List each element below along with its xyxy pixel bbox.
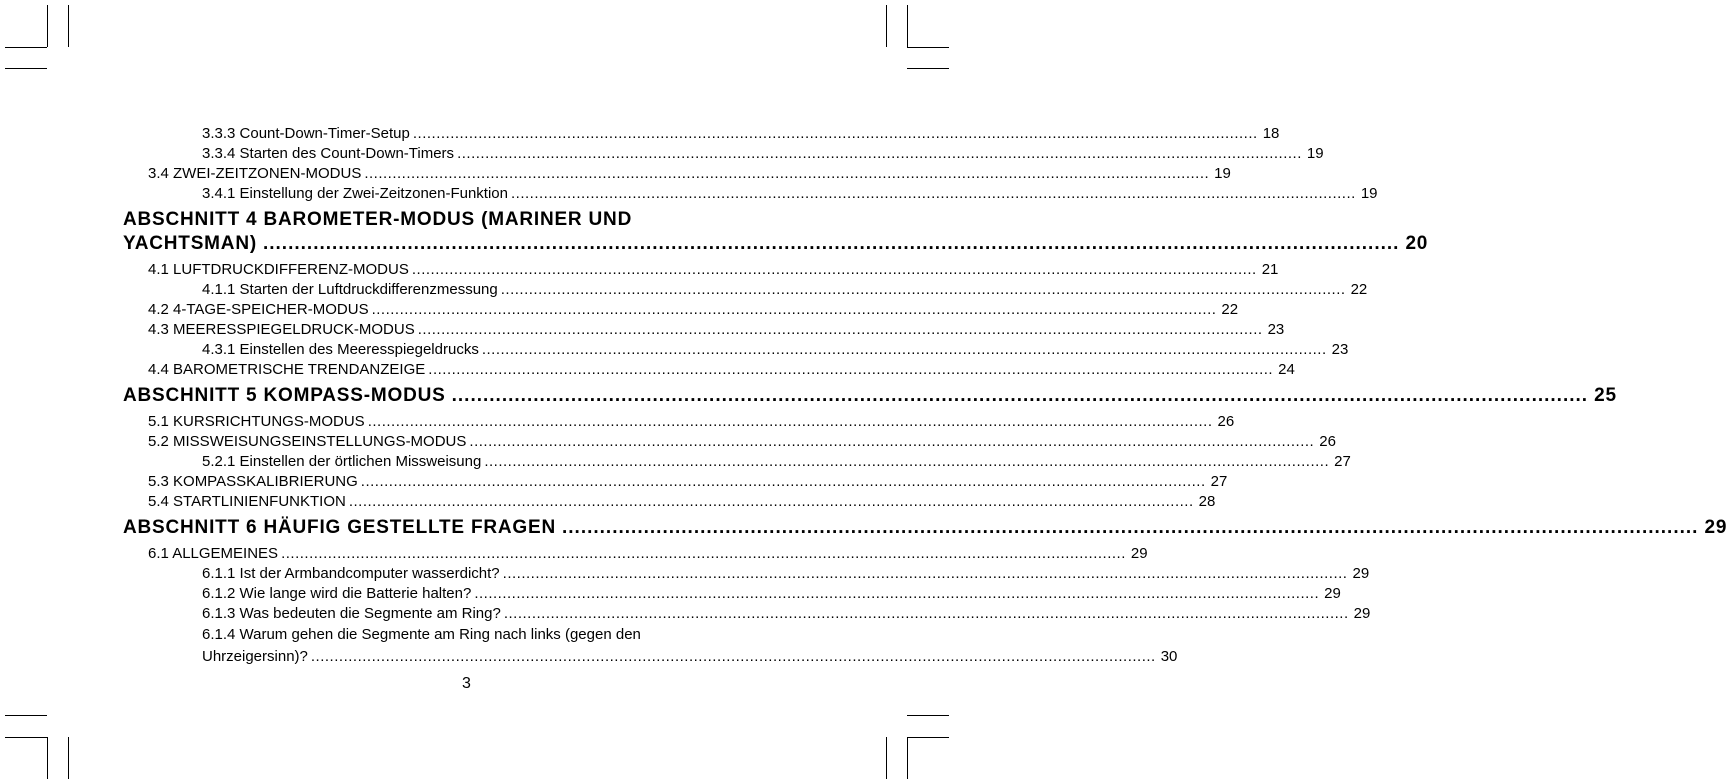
section-page-number: 25 xyxy=(1594,385,1617,406)
toc-page-number: 23 xyxy=(1267,321,1285,338)
toc-entry-label: 4.2 4-TAGE-SPEICHER-MODUS xyxy=(148,301,369,318)
dot-leader: ..................................................................................................................................................................................... xyxy=(474,585,1320,602)
toc-entry-label[interactable]: 6.1.4 Warum gehen die Segmente am Ring nach links (gegen den xyxy=(202,626,641,643)
toc-entry-label: 5.2 MISSWEISUNGSEINSTELLUNGS-MODUS xyxy=(148,433,467,450)
toc-page-number: 30 xyxy=(1160,648,1178,665)
toc-page-number: 22 xyxy=(1221,301,1239,318)
toc-page-number: 26 xyxy=(1319,433,1336,450)
dot-leader: ..................................................................................................................................................................................... xyxy=(428,361,1274,378)
toc-page-number: 22 xyxy=(1350,281,1368,298)
toc-entry[interactable] xyxy=(148,321,1285,339)
toc-entry[interactable] xyxy=(202,145,1324,163)
dot-leader: ..................................................................................................................................................................................... xyxy=(502,565,1348,582)
toc-page-number: 24 xyxy=(1278,361,1295,378)
dot-leader: ..................................................................................................................................................................................... xyxy=(281,545,1126,562)
toc-page-number: 23 xyxy=(1331,341,1349,358)
section-heading-continued[interactable] xyxy=(123,232,1429,256)
toc-page-number: 27 xyxy=(1210,473,1228,490)
toc-entry[interactable] xyxy=(148,473,1228,491)
toc-page-number: 19 xyxy=(1214,165,1231,182)
section-heading-label: ABSCHNITT 6 HÄUFIG GESTELLTE FRAGEN xyxy=(123,517,556,538)
toc-entry-label: 6.1.1 Ist der Armbandcomputer wasserdicht? xyxy=(202,565,500,582)
dot-leader: ..................................................................................................................................................................................... xyxy=(262,233,1400,254)
toc-entry[interactable] xyxy=(202,648,1178,666)
toc-page-number: 21 xyxy=(1261,261,1279,278)
toc-entry[interactable] xyxy=(148,261,1279,279)
section-heading[interactable]: ABSCHNITT 4 BAROMETER-MODUS (MARINER UND xyxy=(123,209,633,230)
toc-entry-label: 6.1.3 Was bedeuten die Segmente am Ring? xyxy=(202,605,501,622)
toc-entry-label: 3.3.4 Starten des Count-Down-Timers xyxy=(202,145,455,162)
toc-entry[interactable] xyxy=(148,361,1295,379)
toc-entry-label: 4.3 MEERESSPIEGELDRUCK-MODUS xyxy=(148,321,415,338)
dot-leader: ..................................................................................................................................................................................... xyxy=(503,605,1349,622)
toc-entry-label: 5.2.1 Einstellen der örtlichen Missweisung xyxy=(202,453,482,470)
section-heading[interactable] xyxy=(123,384,1617,408)
dot-leader: ..................................................................................................................................................................................... xyxy=(500,281,1346,298)
dot-leader: ..................................................................................................................................................................................... xyxy=(364,165,1210,182)
section-heading-label: ABSCHNITT 5 KOMPASS-MODUS xyxy=(123,385,446,406)
toc-entry[interactable] xyxy=(202,565,1370,583)
toc-entry-label: 5.1 KURSRICHTUNGS-MODUS xyxy=(148,413,365,430)
toc-entry-label: 3.4 ZWEI-ZEITZONEN-MODUS xyxy=(148,165,362,182)
toc-entry[interactable] xyxy=(148,545,1148,563)
dot-leader: ..................................................................................................................................................................................... xyxy=(417,321,1263,338)
toc-entry[interactable] xyxy=(202,185,1378,203)
toc-page-number: 29 xyxy=(1352,565,1370,582)
toc-entry[interactable] xyxy=(202,281,1368,299)
toc-entry-label: 3.3.3 Count-Down-Timer-Setup xyxy=(202,125,410,142)
dot-leader: ..................................................................................................................................................................................... xyxy=(451,385,1589,406)
toc-entry-label: 5.3 KOMPASSKALIBRIERUNG xyxy=(148,473,358,490)
toc-page-number: 27 xyxy=(1334,453,1351,470)
toc-entry-label: 4.3.1 Einstellen des Meeresspiegeldrucks xyxy=(202,341,479,358)
dot-leader: ..................................................................................................................................................................................... xyxy=(348,493,1194,510)
dot-leader: ..................................................................................................................................................................................... xyxy=(371,301,1217,318)
dot-leader: ..................................................................................................................................................................................... xyxy=(511,185,1356,202)
dot-leader: ..................................................................................................................................................................................... xyxy=(310,648,1156,665)
toc-page-number: 26 xyxy=(1217,413,1235,430)
toc-entry[interactable] xyxy=(202,125,1280,143)
toc-entry[interactable] xyxy=(202,341,1349,359)
toc-page-number: 19 xyxy=(1306,145,1324,162)
toc-entry-label: 3.4.1 Einstellung der Zwei-Zeitzonen-Funktion xyxy=(202,185,508,202)
toc-entry-label: 5.4 STARTLINIENFUNKTION xyxy=(148,493,346,510)
toc-page-number: 28 xyxy=(1198,493,1216,510)
toc-entry[interactable] xyxy=(148,165,1231,183)
toc-entry-label: 6.1.2 Wie lange wird die Batterie halten? xyxy=(202,585,472,602)
dot-leader: ..................................................................................................................................................................................... xyxy=(367,413,1213,430)
toc-page-number: 19 xyxy=(1360,185,1378,202)
dot-leader: ..................................................................................................................................................................................... xyxy=(484,453,1330,470)
dot-leader: ..................................................................................................................................................................................... xyxy=(412,125,1258,142)
toc-page-number: 29 xyxy=(1130,545,1148,562)
toc-entry[interactable] xyxy=(148,493,1216,511)
section-page-number: 29 xyxy=(1704,517,1727,538)
dot-leader: ..................................................................................................................................................................................... xyxy=(481,341,1327,358)
dot-leader: ..................................................................................................................................................................................... xyxy=(469,433,1315,450)
toc-page-number: 18 xyxy=(1262,125,1280,142)
dot-leader: ..................................................................................................................................................................................... xyxy=(360,473,1206,490)
toc-entry-label: 4.4 BAROMETRISCHE TRENDANZEIGE xyxy=(148,361,426,378)
toc-entry[interactable] xyxy=(202,605,1371,623)
toc-page-number: 29 xyxy=(1353,605,1371,622)
toc-page-number: 29 xyxy=(1324,585,1341,602)
dot-leader: ..................................................................................................................................................................................... xyxy=(457,145,1302,162)
toc-entry[interactable] xyxy=(148,413,1235,431)
toc-entry[interactable] xyxy=(202,585,1341,603)
toc-entry[interactable] xyxy=(202,453,1351,471)
dot-leader: ..................................................................................................................................................................................... xyxy=(411,261,1257,278)
toc-entry-label: 4.1 LUFTDRUCKDIFFERENZ-MODUS xyxy=(148,261,409,278)
section-page-number: 20 xyxy=(1405,233,1429,254)
toc-entry[interactable] xyxy=(148,433,1336,451)
page-number: 3 xyxy=(462,675,471,692)
toc-entry-label: 6.1 ALLGEMEINES xyxy=(148,545,279,562)
toc-entry-label-continued: Uhrzeigersinn)? xyxy=(202,648,308,665)
toc-entry[interactable] xyxy=(148,301,1239,319)
section-heading-label: YACHTSMAN) xyxy=(123,233,257,254)
dot-leader: ..................................................................................................................................................................................... xyxy=(561,517,1699,538)
toc-entry-label: 4.1.1 Starten der Luftdruckdifferenzmessung xyxy=(202,281,498,298)
section-heading[interactable] xyxy=(123,516,1727,540)
